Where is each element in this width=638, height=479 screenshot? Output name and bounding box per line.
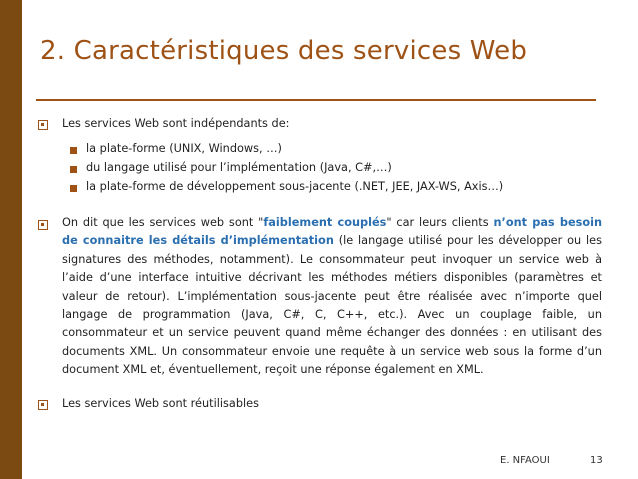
square-bullet-icon — [38, 220, 48, 230]
bullet-loose-coupling-paragraph — [62, 214, 602, 380]
square-subbullet-icon — [70, 185, 77, 192]
square-subbullet-icon — [70, 147, 77, 154]
subbullet-dev-platform: la plate-forme de développement sous-jacente (.NET, JEE, JAX-WS, Axis…) — [86, 180, 504, 193]
para-text-1: On dit que les services web sont " — [62, 216, 264, 229]
bullet-independence: Les services Web sont indépendants de: — [62, 117, 290, 130]
subbullet-language: du langage utilisé pour l’implémentation (Java, C#,…) — [86, 161, 392, 174]
bullet-reusable: Les services Web sont réutilisables — [62, 397, 259, 410]
square-bullet-icon — [38, 400, 48, 410]
square-subbullet-icon — [70, 166, 77, 173]
highlight-faiblement-couples: faiblement couplés — [263, 216, 387, 229]
para-text-3: (le langage utilisé pour les développer ou les signatures des méthodes, notamment). Le consommateur peut invoquer un service web à l’aide d’une interface intuitive décrivant les méthodes métiers disponibles (paramètres et valeur de retour). L’implémentation sous-jacente peut être réalisée avec n’importe quel langage de programmation (Java, C#, C, C++, etc.). Avec un couplage faible, un consommateur et un service peuvent quand même échanger des données : en utilisant des documents XML. Un consommateur envoie une requête à un service web sous la forme d’un document XML et, éventuellement, reçoit une réponse également en XML. — [62, 234, 602, 377]
title-underline — [36, 99, 596, 101]
slide-title: 2. Caractéristiques des services Web — [40, 36, 528, 66]
subbullet-platform: la plate-forme (UNIX, Windows, …) — [86, 142, 282, 155]
footer-author: E. NFAOUI — [500, 455, 550, 466]
highlight-no-implementation-details: n’ont pas besoin de connaitre les détails d’implémentation — [62, 216, 603, 248]
para-text-2: " car leurs clients — [386, 216, 494, 229]
side-accent-bar — [0, 0, 22, 479]
footer-page-number: 13 — [590, 455, 603, 466]
square-bullet-icon — [38, 120, 48, 130]
